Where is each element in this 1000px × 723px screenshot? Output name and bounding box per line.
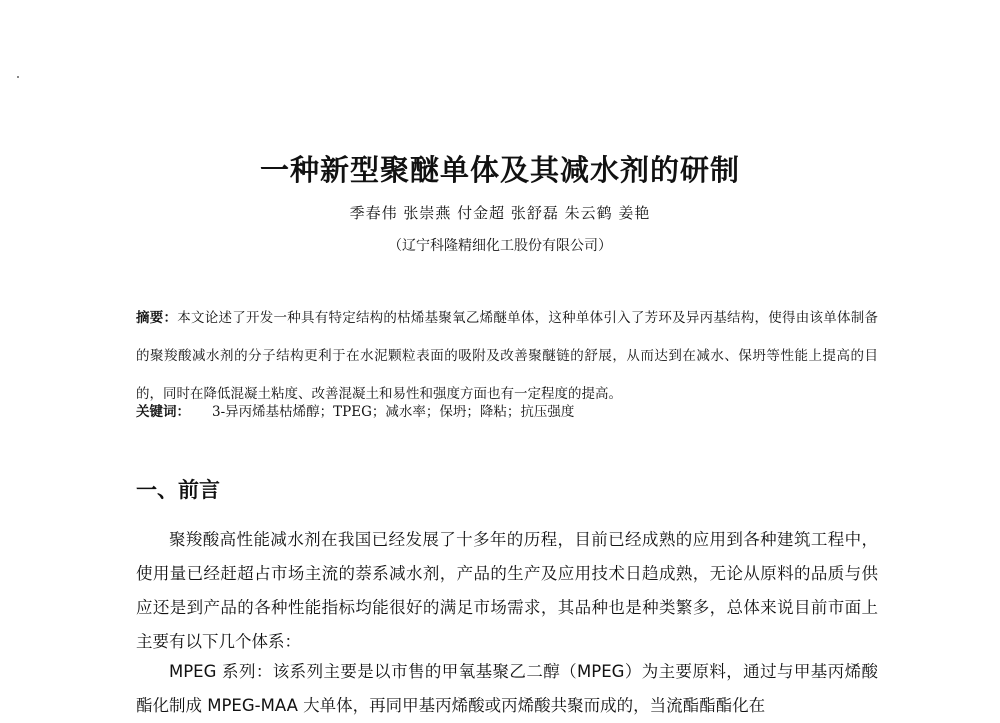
affiliation: （辽宁科隆精细化工股份有限公司） bbox=[388, 238, 612, 254]
abstract-label: 摘要： bbox=[136, 310, 178, 326]
keywords bbox=[136, 402, 878, 422]
intro-paragraph: 聚羧酸高性能减水剂在我国已经发展了十多年的历程，目前已经成熟的应用到各种建筑工程中，使用量已经赶超占市场主流的萘系减水剂，产品的生产及应用技术日趋成熟，无论从原料的品质与供应还是到产品的各种性能指标均能很好的满足市场需求，其品种也是种类繁多，总体来说目前市面上主要有以下几个体系： bbox=[136, 530, 878, 651]
section-heading-introduction: 一、前言 bbox=[136, 478, 220, 502]
mpeg-paragraph: MPEG 系列：该系列主要是以市售的甲氧基聚乙二醇（MPEG）为主要原料，通过与甲基丙烯酸酯化制成 MPEG-MAA 大单体，再同甲基丙烯酸或丙烯酸共聚而成的，当流酯酯酯化在 bbox=[136, 662, 878, 715]
author-list: 季春伟 张崇燕 付金超 张舒磊 朱云鹤 姜艳 bbox=[349, 204, 651, 222]
scan-speck bbox=[17, 76, 19, 78]
keywords-label: 关键词： bbox=[136, 404, 190, 420]
abstract bbox=[136, 299, 878, 413]
paper-title: 一种新型聚醚单体及其减水剂的研制 bbox=[259, 153, 740, 187]
abstract-text: 本文论述了开发一种具有特定结构的枯烯基聚氧乙烯醚单体，这种单体引入了芳环及异丙基结构，使得由该单体制备的聚羧酸减水剂的分子结构更利于在水泥颗粒表面的吸附及改善聚醚链的舒展，从而达到在减水、保坍等性能上提高的目的，同时在降低混凝土粘度、改善混凝土和易性和强度方面也有一定程度的提高。 bbox=[136, 310, 879, 402]
keywords-text: 3-异丙烯基枯烯醇；TPEG；减水率；保坍；降粘；抗压强度 bbox=[212, 404, 575, 420]
